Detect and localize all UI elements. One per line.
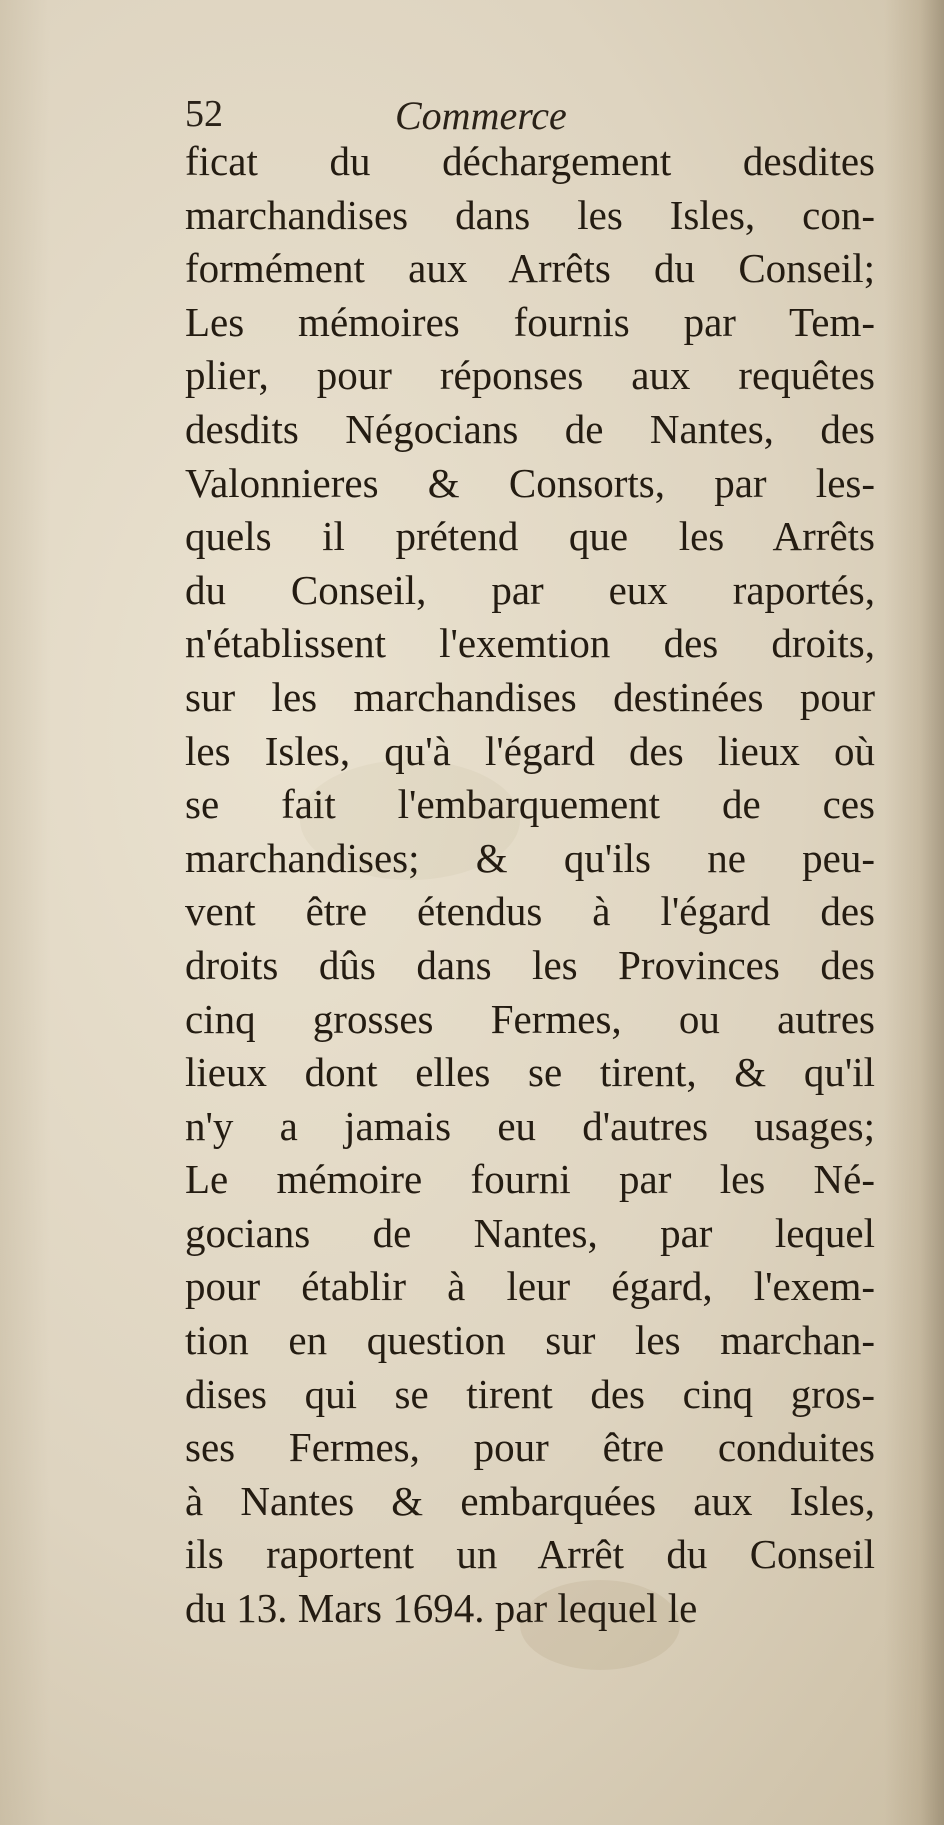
page-gutter-shadow bbox=[0, 0, 50, 1825]
body-text bbox=[185, 135, 875, 1636]
text-line: n'y a jamais eu d'autres usages; bbox=[185, 1102, 875, 1149]
text-line: desdits Négocians de Nantes, des bbox=[185, 405, 875, 452]
text-line: dises qui se tirent des cinq gros- bbox=[185, 1370, 875, 1417]
text-line: vent être étendus à l'égard des bbox=[185, 888, 875, 935]
text-line: marchandises dans les Isles, con- bbox=[185, 191, 875, 238]
text-line: plier, pour réponses aux requêtes bbox=[185, 352, 875, 399]
text-line: gocians de Nantes, par lequel bbox=[185, 1209, 875, 1256]
text-line: n'établissent l'exemtion des droits, bbox=[185, 620, 875, 667]
text-line: lieux dont elles se tirent, & qu'il bbox=[185, 1049, 875, 1096]
text-line: du 13. Mars 1694. par lequel le bbox=[185, 1585, 698, 1632]
page-number: 52 bbox=[185, 93, 223, 135]
text-line: sur les marchandises destinées pour bbox=[185, 673, 875, 720]
text-line: quels il prétend que les Arrêts bbox=[185, 513, 875, 560]
text-line: Le mémoire fourni par les Né- bbox=[185, 1156, 875, 1203]
text-line: Les mémoires fournis par Tem- bbox=[185, 298, 875, 345]
text-line: du Conseil, par eux raportés, bbox=[185, 566, 875, 613]
page-edge-shadow bbox=[884, 0, 944, 1825]
text-line: ils raportent un Arrêt du Conseil bbox=[185, 1531, 875, 1578]
text-line: se fait l'embarquement de ces bbox=[185, 781, 875, 828]
text-line: les Isles, qu'à l'égard des lieux où bbox=[185, 727, 875, 774]
running-head: Commerce bbox=[395, 93, 567, 138]
text-line: droits dûs dans les Provinces des bbox=[185, 941, 875, 988]
text-line: ses Fermes, pour être conduites bbox=[185, 1424, 875, 1471]
text-line: Valonnieres & Consorts, par les- bbox=[185, 459, 875, 506]
text-line: formément aux Arrêts du Conseil; bbox=[185, 245, 875, 292]
text-line: cinq grosses Fermes, ou autres bbox=[185, 995, 875, 1042]
text-line: tion en question sur les marchan- bbox=[185, 1317, 875, 1364]
text-line: à Nantes & embarquées aux Isles, bbox=[185, 1477, 875, 1524]
text-line: ficat du déchargement desdites bbox=[185, 138, 875, 184]
text-line: marchandises; & qu'ils ne peu- bbox=[185, 834, 875, 881]
text-line: pour établir à leur égard, l'exem- bbox=[185, 1263, 875, 1310]
